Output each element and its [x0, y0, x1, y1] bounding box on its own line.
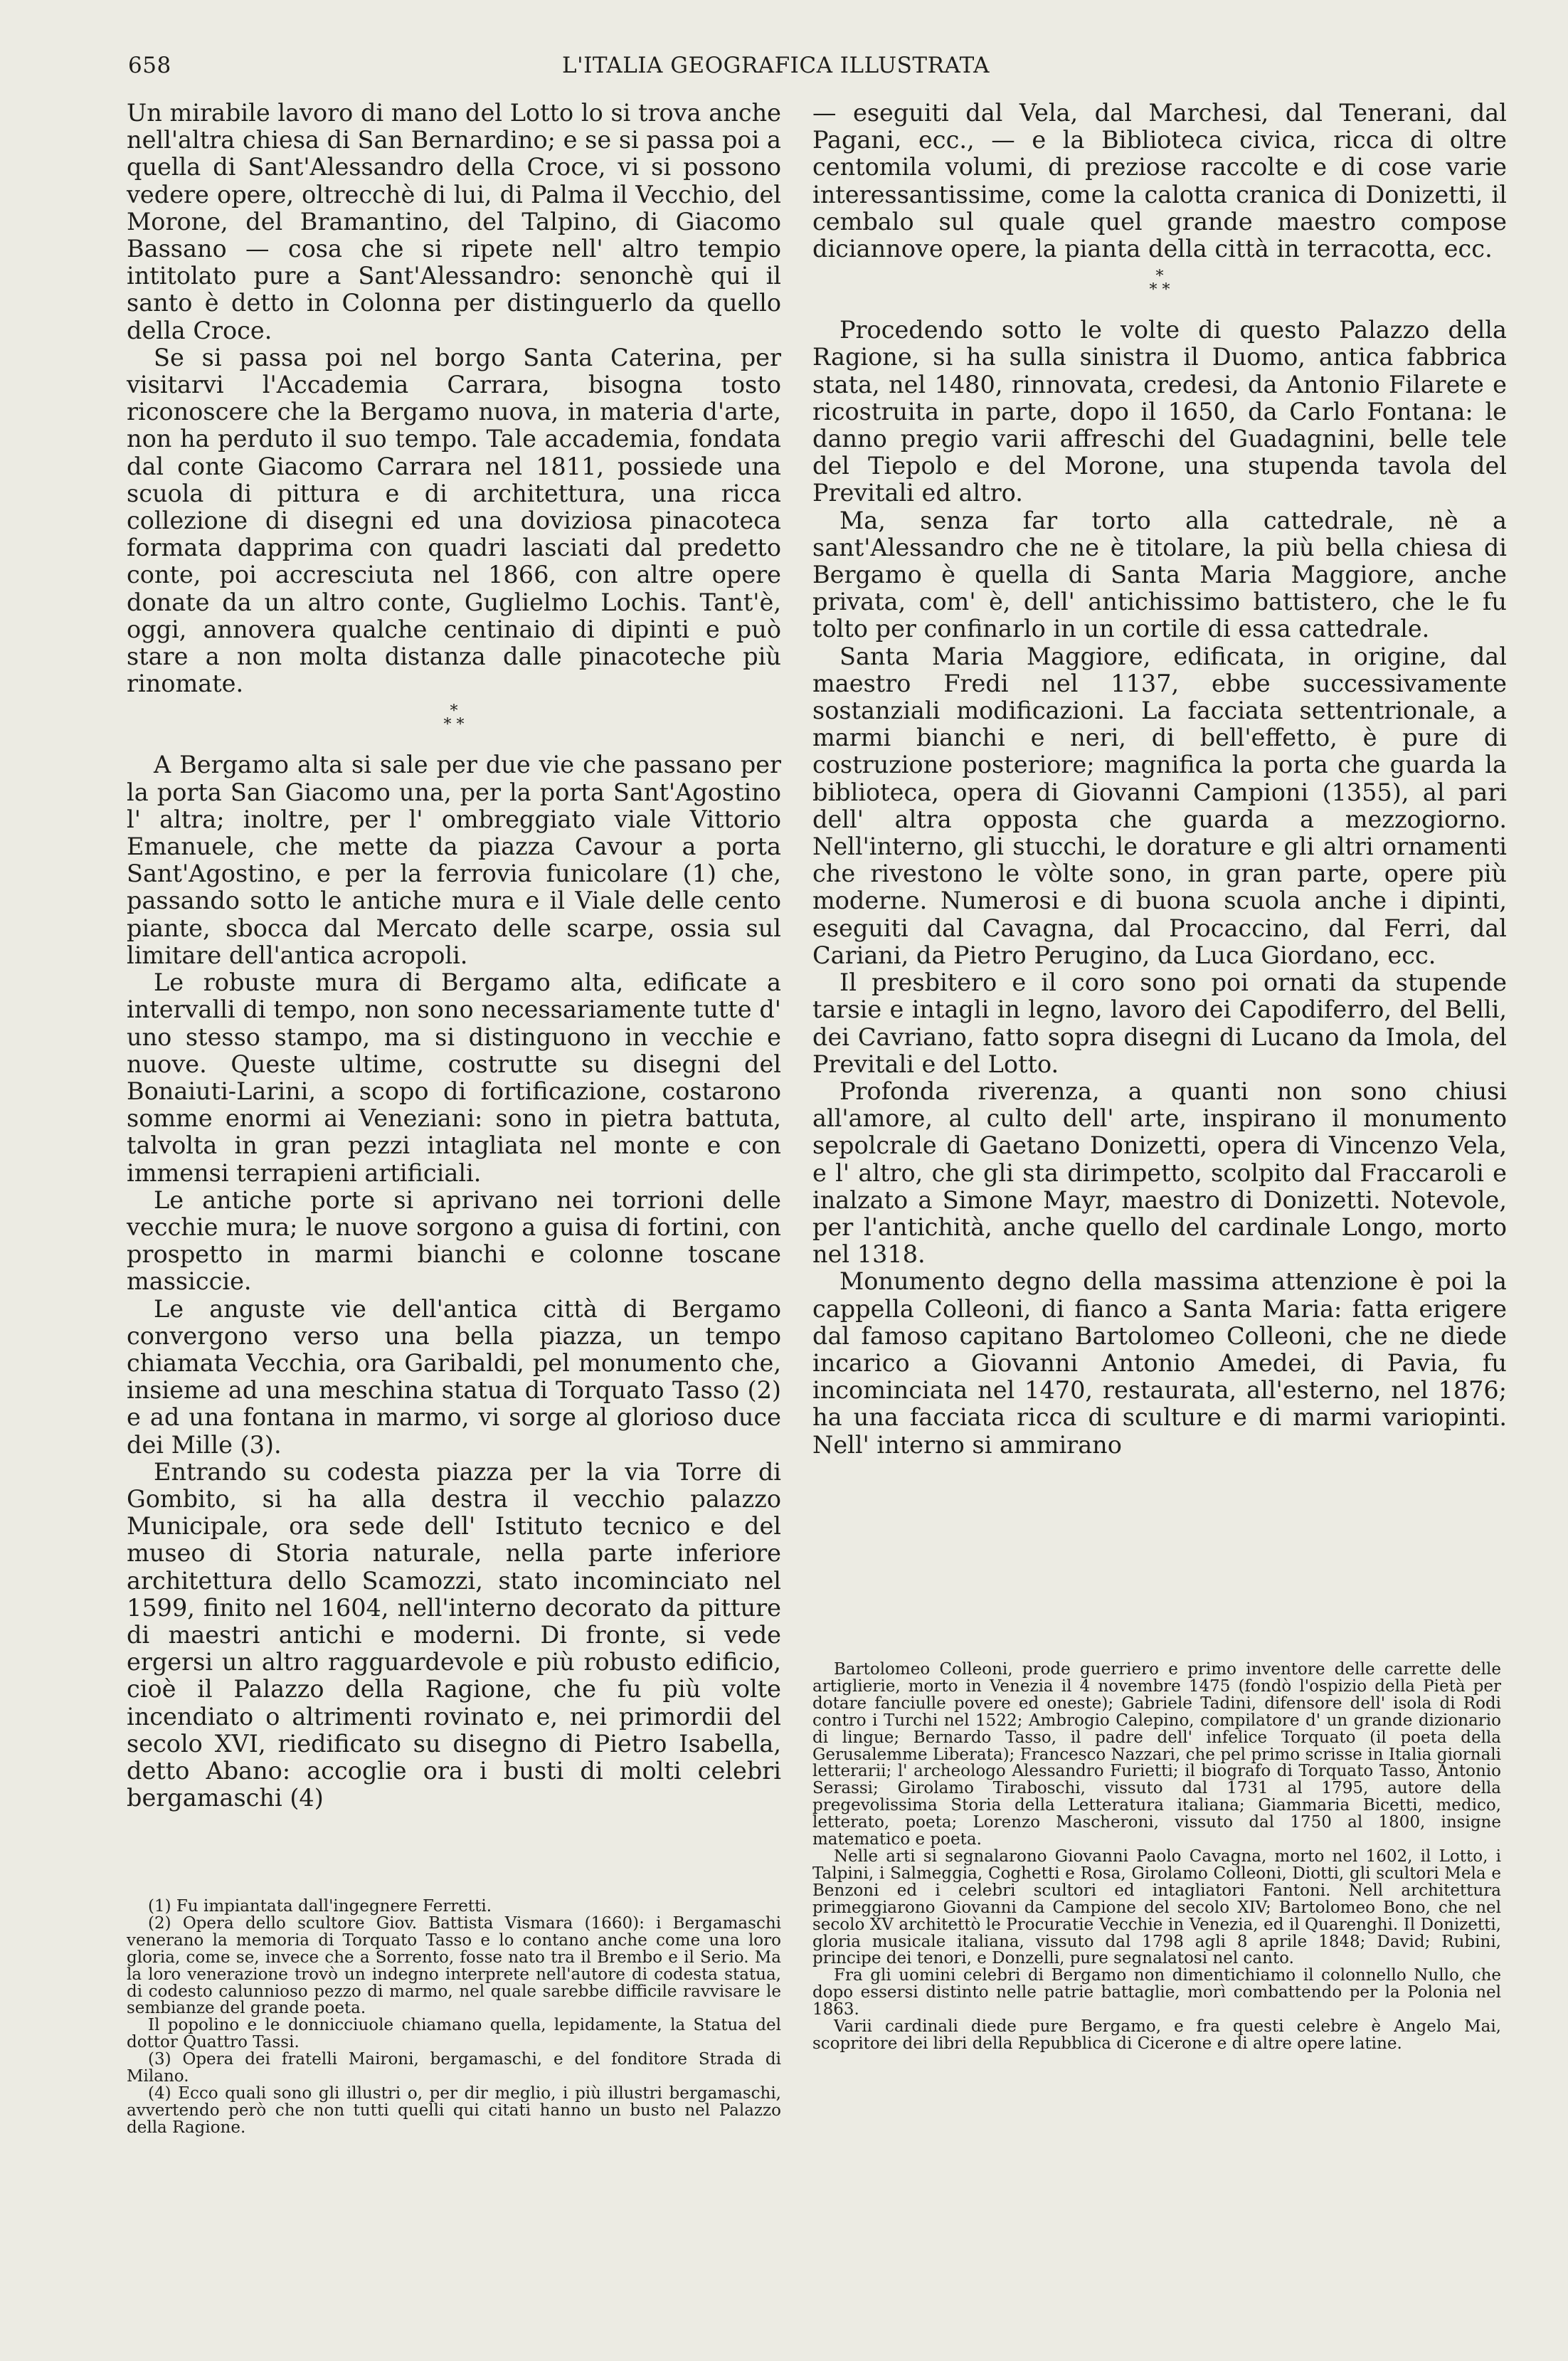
paragraph: Monumento degno della massima attenzione è poi la cappella Colleoni, di fianco a Santa Maria: fatta erigere dal famoso capitano Bartolomeo Colleoni, che ne diede incarico a Giovanni Antonio Amedei, di Pavia, fu incominciata nel 1470, restaurata, all'esterno, nel 1876; ha una facciata ricca di sculture e di marmi variopinti. Nell' interno si ammirano — [812, 1267, 1507, 1459]
paragraph: — eseguiti dal Vela, dal Marchesi, dal Tenerani, dal Pagani, ecc., — e la Biblioteca civica, ricca di oltre centomila volumi, di preziose raccolte e di cose varie interessantissime, come la calotta cranica di Donizetti, il cembalo sul quale quel grande maestro compose diciannove opere, la pianta della città in terracotta, ecc. — [812, 99, 1507, 263]
footnote: Varii cardinali diede pure Bergamo, e fra questi celebre è Angelo Mai, scopritore dei libri della Repubblica di Cicerone e di altre opere latine. — [812, 2017, 1501, 2053]
right-footnotes — [812, 1662, 1501, 2053]
section-divider — [812, 268, 1507, 300]
paragraph: Il presbitero e il coro sono poi ornati da stupende tarsie e intagli in legno, lavoro dei Capodiferro, del Belli, dei Cavriano, fatto sopra disegni di Lucano da Imola, del Previtali e del Lotto. — [812, 968, 1507, 1078]
page-number: 658 — [128, 53, 171, 78]
paragraph: Un mirabile lavoro di mano del Lotto lo si trova anche nell'altra chiesa di San Bernardino; e se si passa poi a quella di Sant'Alessandro della Croce, vi si possono vedere opere, oltrecchè di lui, di Palma il Vecchio, del Morone, del Bramantino, del Talpino, di Giacomo Bassano — cosa che si ripete nell' altro tempio intitolato pure a Sant'Alessandro: senonchè qui il santo è detto in Colonna per distinguerlo da quello della Croce. — [127, 99, 781, 344]
paragraph: Se si passa poi nel borgo Santa Caterina, per visitarvi l'Accademia Carrara, bisogna tosto riconoscere che la Bergamo nuova, in materia d'arte, non ha perduto il suo tempo. Tale accademia, fondata dal conte Giacomo Carrara nel 1811, possiede una scuola di pittura e di architettura, una ricca collezione di disegni ed una doviziosa pinacoteca formata dapprima con quadri lasciati dal predetto conte, poi accresciuta nel 1866, con altre opere donate da un altro conte, Guglielmo Lochis. Tant'è, oggi, annovera qualche centinaio di dipinti e può stare a non molta distanza dalle pinacoteche più rinomate. — [127, 343, 781, 698]
running-title: L'ITALIA GEOGRAFICA ILLUSTRATA — [562, 53, 990, 78]
footnote: (1) Fu impiantata dall'ingegnere Ferretti. — [148, 1897, 492, 1916]
footnote: (3) Opera dei fratelli Maironi, bergamaschi, e del fonditore Strada di Milano. — [127, 2050, 781, 2086]
footnote: Fra gli uomini celebri di Bergamo non dimentichiamo il colonnello Nullo, che dopo essersi distinto nelle patrie battaglie, morì combattendo per la Polonia nel 1863. — [812, 1966, 1501, 2019]
paragraph: Entrando su codesta piazza per la via Torre di Gombito, si ha alla destra il vecchio palazzo Municipale, ora sede dell' Istituto tecnico e del museo di Storia naturale, nella parte inferiore architettura dello Scamozzi, stato incominciato nel 1599, finito nel 1604, nell'interno decorato da pitture di maestri antichi e moderni. Di fronte, si vede ergersi un altro ragguardevole e più robusto edificio, cioè il Palazzo della Ragione, che fu più volte incendiato o altrimenti rovinato e, nei primordii del secolo XVI, riedificato su disegno di Pietro Isabella, detto Abano: accoglie ora i busti di molti celebri bergamaschi (4) — [127, 1457, 781, 1812]
paragraph: Santa Maria Maggiore, edificata, in origine, dal maestro Fredi nel 1137, ebbe successivamente sostanziali modificazioni. La facciata settentrionale, a marmi bianchi e neri, di bell'effetto, è pure di costruzione posteriore; magnifica la porta che guarda la biblioteca, opera di Giovanni Campioni (1355), al pari dell' altra opposta che guarda a mezzogiorno. Nell'interno, gli stucchi, le dorature e gli altri ornamenti che rivestono le vòlte sono, in gran parte, opere più moderne. Numerosi e di buona scuola anche i dipinti, eseguiti dal Cavagna, dal Procaccino, dal Ferri, dal Cariani, da Pietro Perugino, da Luca Giordano, ecc. — [812, 642, 1507, 969]
paragraph: Procedendo sotto le volte di questo Palazzo della Ragione, si ha sulla sinistra il Duomo, antica fabbrica stata, nel 1480, rinnovata, credesi, da Antonio Filarete e ricostruita in parte, dopo il 1650, da Carlo Fontana: le danno pregio varii affreschi del Guadagnini, belle tele del Tiepolo e del Morone, una stupenda tavola del Previtali ed altro. — [812, 316, 1507, 507]
footnote: Il popolino e le donnicciuole chiamano quella, lepidamente, la Statua del dottor Quattro Tassi. — [127, 2016, 781, 2052]
left-column — [127, 100, 781, 1812]
left-footnotes — [127, 1898, 781, 2137]
paragraph: A Bergamo alta si sale per due vie che passano per la porta San Giacomo una, per la porta Sant'Agostino l' altra; inoltre, per l' ombreggiato viale Vittorio Emanuele, che mette da piazza Cavour a porta Sant'Agostino, e per la ferrovia funicolare (1) che, passando sotto le antiche mura e il Viale delle cento piante, sbocca dal Mercato delle scarpe, ossia sul limitare dell'antica acropoli. — [127, 751, 781, 969]
paragraph: Profonda riverenza, a quanti non sono chiusi all'amore, al culto dell' arte, inspirano il monumento sepolcrale di Gaetano Donizetti, opera di Vincenzo Vela, e l' altro, che gli sta dirimpetto, scolpito dal Fraccaroli e inalzato a Simone Mayr, maestro di Donizetti. Notevole, per l'antichità, anche quello del cardinale Longo, morto nel 1318. — [812, 1077, 1507, 1269]
divider-star-top: * — [450, 702, 458, 721]
footnote: Bartolomeo Colleoni, prode guerriero e primo inventore delle carrette delle artiglierie, morto in Venezia il 4 novembre 1475 (fondò l'ospizio della Pietà per dotare fanciulle povere ed oneste); Gabriele Tadini, difensore dell' isola di Rodi contro i Turchi nel 1522; Ambrogio Calepino, compilatore d' un grande dizionario di lingue; Bernardo Tasso, il padre dell' infelice Torquato (il poeta della Gerusalemme Liberata); Francesco Nazzari, che pel primo scrisse in Italia giornali letterarii; l' archeologo Alessandro Furietti; il biografo di Torquato Tasso, Antonio Serassi; Girolamo Tiraboschi, vissuto dal 1731 al 1795, autore della pregevolissima Storia della Letteratura italiana; Giammaria Bicetti, medico, letterato, poeta; Lorenzo Mascheroni, vissuto dal 1750 al 1800, insigne matematico e poeta. — [812, 1660, 1501, 1849]
paragraph: Le antiche porte si aprivano nei torrioni delle vecchie mura; le nuove sorgono a guisa di fortini, con prospetto in marmi bianchi e colonne toscane massiccie. — [127, 1185, 781, 1296]
right-column — [812, 100, 1507, 1459]
paragraph: Le anguste vie dell'antica città di Bergamo convergono verso una bella piazza, un tempo chiamata Vecchia, ora Garibaldi, pel monumento che, insieme ad una meschina statua di Torquato Tasso (2) e ad una fontana in marmo, vi sorge al glorioso duce dei Mille (3). — [127, 1294, 781, 1459]
divider-star-bottom: * * — [1149, 281, 1170, 300]
section-divider — [127, 702, 781, 734]
divider-star-bottom: * * — [443, 716, 465, 734]
paragraph: Ma, senza far torto alla cattedrale, nè a sant'Alessandro che ne è titolare, la più bella chiesa di Bergamo è quella di Santa Maria Maggiore, anche privata, com' è, dell' antichissimo battistero, che le fu tolto per confinarlo in un cortile di essa cattedrale. — [812, 506, 1507, 643]
footnote: Nelle arti si segnalarono Giovanni Paolo Cavagna, morto nel 1602, il Lotto, i Talpini, i Salmeggia, Coghetti e Rosa, Girolamo Colleoni, Diotti, gli scultori Mela e Benzoni ed i celebri scultori ed intagliatori Fantoni. Nell architettura primeggiarono Giovanni da Campione del secolo XIV; Bartolomeo Bono, che nel secolo XV architettò le Procuratie Vecchie in Venezia, ed il Quarenghi. Il Donizetti, gloria musicale italiana, vissuto dal 1798 agli 8 aprile 1848; David; Rubini, principe dei tenori, e Donzelli, pure segnalatosi nel canto. — [812, 1847, 1501, 1968]
divider-star-top: * — [1155, 268, 1164, 286]
paragraph: Le robuste mura di Bergamo alta, edificate a intervalli di tempo, non sono necessariamente tutte d' uno stesso stampo, ma si distinguono in vecchie e nuove. Queste ultime, costrutte su disegni del Bonaiuti-Larini, a scopo di fortificazione, costarono somme enormi ai Veneziani: sono in pietra battuta, talvolta in gran pezzi intagliata nel monte e con immensi terrapieni artificiali. — [127, 968, 781, 1187]
footnote: (2) Opera dello scultore Giov. Battista Vismara (1660): i Bergamaschi venerano la memoria di Torquato Tasso e lo contano anche come una loro gloria, come se, invece che a Sorrento, fosse nato tra il Brembo e il Serio. Ma la loro venerazione trovò un indegno interprete nell'autore di codesta statua, di codesto calunnioso pezzo di marmo, nel quale sarebbe difficile ravvisare le sembianze del grande poeta. — [127, 1913, 781, 2018]
footnote: (4) Ecco quali sono gli illustri o, per dir meglio, i più illustri bergamaschi, avvertendo però che non tutti quelli qui citati hanno un busto nel Palazzo della Ragione. — [127, 2083, 781, 2137]
